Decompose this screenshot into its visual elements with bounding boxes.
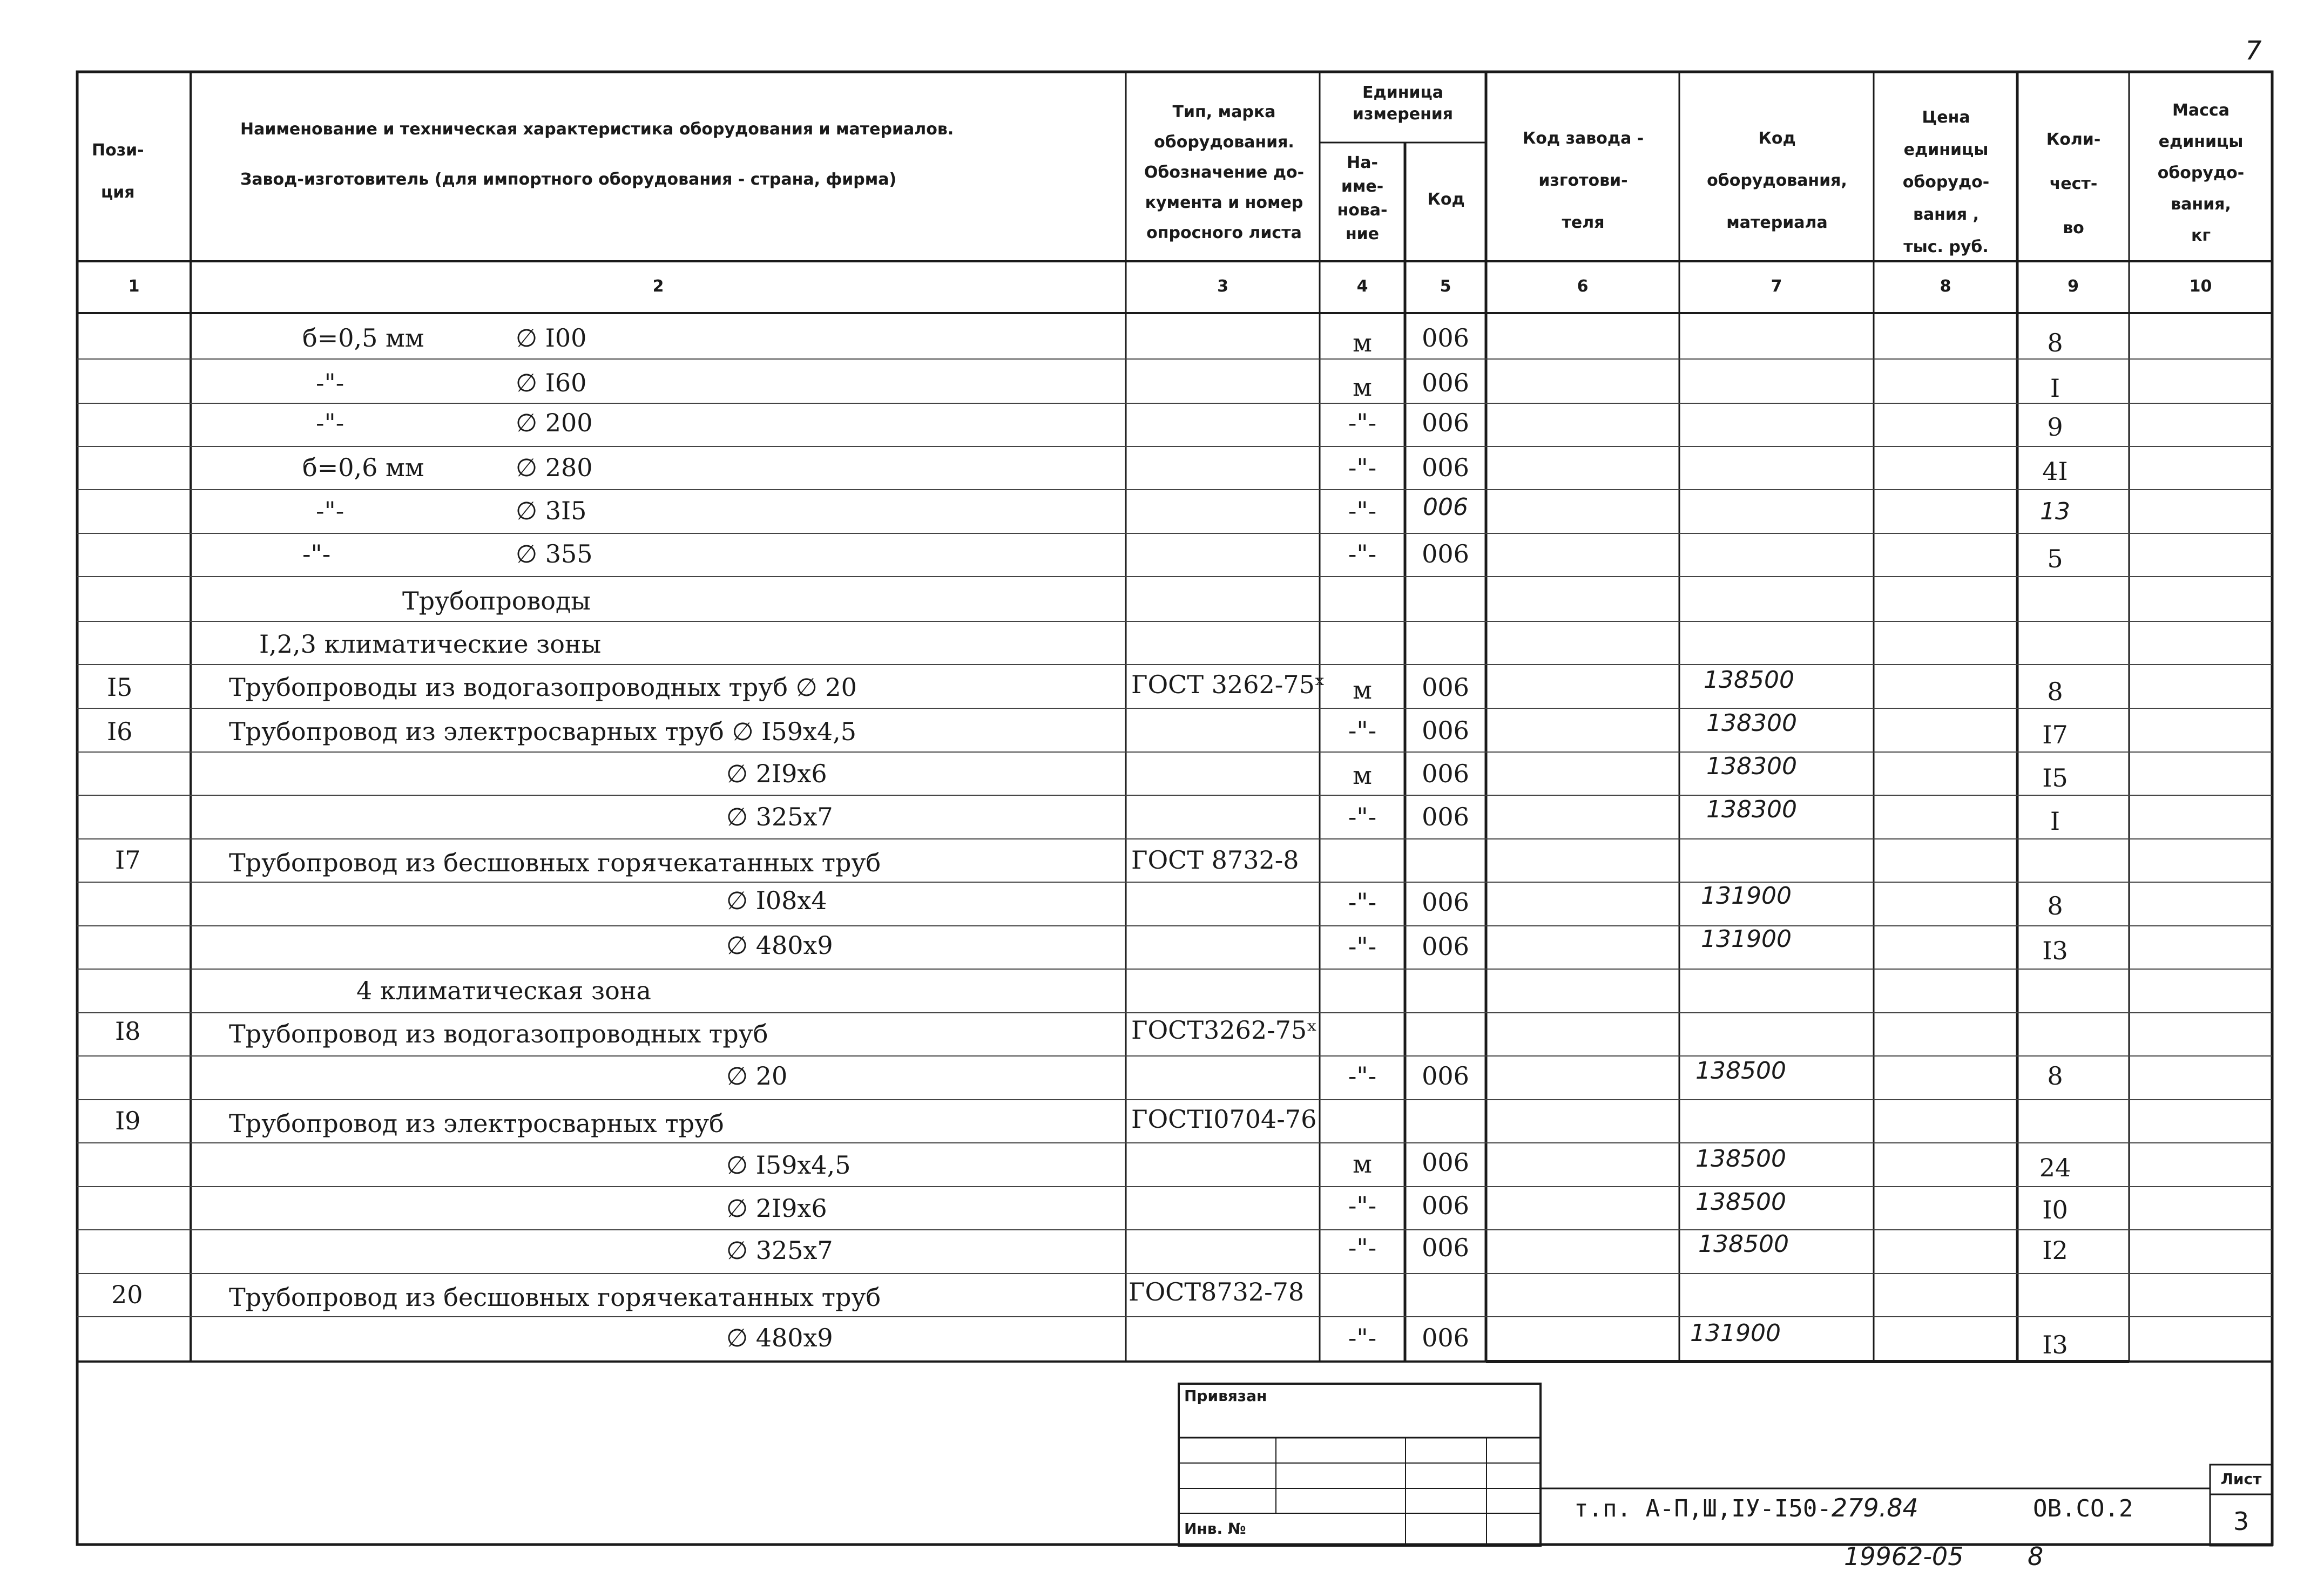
archive-sheet: 8 [2028, 1542, 2044, 1571]
stamp-sheet-number: 3 [2233, 1507, 2249, 1536]
row-dim: ∅ 325x7 [726, 1236, 833, 1265]
row-pos: I5 [107, 673, 133, 702]
row-qty: 8 [2047, 1061, 2063, 1091]
row-qty: 8 [2047, 677, 2063, 706]
row-unit: -"- [1348, 496, 1377, 525]
row-dim: ∅ 3I5 [516, 496, 587, 525]
colnum-5: 5 [1440, 277, 1451, 296]
row-unit: м [1353, 675, 1372, 705]
row-name: б=0,5 мм [302, 323, 424, 353]
row-pos: I8 [115, 1017, 141, 1046]
row-qty: 5 [2047, 544, 2063, 573]
colnum-8: 8 [1940, 277, 1951, 296]
row-unit: м [1353, 373, 1372, 402]
row-doc: ГОСТ3262-75ˣ [1131, 1015, 1318, 1045]
row-unit: -"- [1348, 1061, 1377, 1091]
header-mass: Масса единицы оборудо- вания, кг [2157, 101, 2245, 245]
row-name: -"- [316, 408, 344, 437]
row-code: 006 [1422, 673, 1469, 702]
row-unit: м [1353, 761, 1372, 790]
row-qty: 13 [2040, 498, 2070, 525]
row-unit: -"- [1348, 932, 1377, 961]
section-subtitle: 4 климатическая зона [356, 976, 651, 1005]
row-dim: ∅ 200 [516, 408, 593, 437]
row-dim: ∅ I60 [516, 368, 587, 397]
row-material: 138300 [1706, 753, 1797, 780]
row-code: 006 [1422, 1061, 1469, 1091]
row-pos: I9 [115, 1106, 141, 1135]
header-material-code: Код оборудования, материала [1707, 129, 1847, 232]
row-pos: I6 [107, 717, 133, 746]
row-name: -"- [302, 539, 331, 568]
row-unit: -"- [1348, 1233, 1377, 1262]
colnum-4: 4 [1356, 277, 1368, 296]
row-code: 006 [1422, 1148, 1469, 1177]
row-material: 138300 [1706, 709, 1797, 737]
section-subtitle: I,2,3 климатические зоны [259, 629, 602, 659]
header-quantity: Коли- чест- во [2046, 130, 2101, 238]
row-code: 006 [1422, 888, 1469, 917]
row-dim: ∅ 480x9 [726, 931, 833, 960]
row-code: 006 [1423, 493, 1468, 521]
row-unit: м [1353, 328, 1372, 357]
row-code: 006 [1422, 368, 1469, 397]
row-qty: 4I [2042, 457, 2068, 486]
section-title: Трубопроводы [402, 586, 591, 615]
header-price: Цена единицы оборудо- вания , тыс. руб. [1902, 108, 1990, 256]
archive-number: 19962-05 [1844, 1542, 1964, 1571]
colnum-6: 6 [1577, 277, 1589, 296]
row-unit: -"- [1348, 716, 1377, 745]
row-qty: 9 [2047, 412, 2063, 442]
row-code: 006 [1422, 408, 1469, 437]
row-unit: м [1353, 1149, 1372, 1179]
row-dim: ∅ I59x4,5 [726, 1150, 851, 1180]
row-dim: ∅ 280 [516, 453, 593, 482]
row-material: 131900 [1701, 882, 1792, 910]
row-name: Трубопровод из бесшовных горячекатанных труб [229, 1283, 881, 1312]
page-number: 7 [2245, 36, 2262, 66]
row-unit: -"- [1348, 888, 1377, 917]
header-unit-name: На- име- нова- ние [1337, 153, 1388, 243]
row-qty: I [2050, 374, 2060, 403]
header-name-line2: Завод-изготовитель (для импортного оборудования - страна, фирма) [240, 170, 897, 189]
row-dim: ∅ I08x4 [726, 886, 827, 915]
row-dim: ∅ 20 [726, 1061, 788, 1091]
row-material: 131900 [1701, 925, 1792, 953]
row-doc: ГОСТ 8732-8 [1131, 845, 1299, 875]
row-code: 006 [1422, 323, 1469, 353]
header-unit-code: Код [1427, 190, 1465, 209]
stamp-sheet-label: Лист [2220, 1470, 2262, 1488]
row-pos: 20 [111, 1280, 143, 1309]
row-material: 131900 [1690, 1319, 1781, 1347]
row-unit: -"- [1348, 1191, 1377, 1220]
row-qty: 8 [2047, 891, 2063, 920]
row-material: 138500 [1695, 1145, 1786, 1173]
header-unit-group: Единица измерения [1352, 83, 1454, 124]
header-plant-code: Код завода - изготови- теля [1522, 129, 1644, 232]
row-dim: ∅ I00 [516, 323, 587, 353]
row-qty: I5 [2042, 763, 2068, 793]
row-unit: -"- [1348, 453, 1377, 482]
row-code: 006 [1422, 932, 1469, 961]
row-qty: I [2050, 807, 2060, 836]
row-qty: I3 [2042, 936, 2068, 965]
stamp-inv-label: Инв. № [1184, 1520, 1246, 1538]
row-unit: -"- [1348, 1323, 1377, 1352]
row-material: 138500 [1704, 666, 1794, 694]
colnum-9: 9 [2068, 277, 2079, 296]
row-name: б=0,6 мм [302, 453, 424, 482]
row-code: 006 [1422, 1323, 1469, 1352]
row-unit: -"- [1348, 408, 1377, 437]
row-doc: ГОСТ8732-78 [1129, 1277, 1305, 1306]
row-code: 006 [1422, 539, 1469, 568]
row-dim: ∅ 325x7 [726, 802, 833, 831]
row-code: 006 [1422, 453, 1469, 482]
stamp-bound-label: Привязан [1184, 1387, 1267, 1405]
colnum-2: 2 [652, 277, 664, 296]
colnum-1: 1 [128, 277, 140, 296]
row-material: 138300 [1706, 796, 1797, 823]
row-qty: I7 [2042, 720, 2068, 749]
row-material: 138500 [1695, 1057, 1786, 1085]
row-code: 006 [1422, 759, 1469, 788]
row-name: -"- [316, 368, 344, 397]
row-name: Трубопровод из бесшовных горячекатанных труб [229, 848, 881, 877]
row-dim: ∅ 355 [516, 539, 593, 568]
row-code: 006 [1422, 1233, 1469, 1262]
stamp-designation: т.п. А-П,Ш,IУ-I50-279.84 [1574, 1493, 1918, 1522]
colnum-3: 3 [1217, 277, 1228, 296]
row-qty: I2 [2042, 1236, 2068, 1265]
row-code: 006 [1422, 716, 1469, 745]
row-name: -"- [316, 496, 344, 525]
row-qty: I0 [2042, 1195, 2068, 1224]
row-doc: ГОСТ 3262-75ˣ [1131, 670, 1326, 699]
row-name: Трубопровод из водогазопроводных труб [229, 1019, 768, 1048]
colnum-7: 7 [1771, 277, 1782, 296]
row-dim: ∅ 480x9 [726, 1323, 833, 1352]
row-qty: I3 [2042, 1330, 2068, 1359]
header-doc: Тип, марка оборудования. Обозначение до- кумента и номер опросного листа [1144, 103, 1305, 242]
row-pos: I7 [115, 845, 141, 875]
row-material: 138500 [1698, 1230, 1789, 1258]
row-name: Трубопроводы из водогазопроводных труб ∅ 20 [229, 673, 857, 702]
row-doc: ГОСТI0704-76 [1131, 1105, 1317, 1134]
row-dim: ∅ 2I9x6 [726, 1194, 827, 1223]
colnum-10: 10 [2189, 277, 2212, 296]
row-name: Трубопровод из электросварных труб ∅ I59x4,5 [229, 717, 856, 746]
row-code: 006 [1422, 802, 1469, 831]
stamp-doc-code: ОВ.СО.2 [2033, 1495, 2133, 1522]
row-dim: ∅ 2I9x6 [726, 759, 827, 788]
header-name-line1: Наименование и техническая характеристика оборудования и материалов. [240, 120, 954, 139]
row-unit: -"- [1348, 802, 1377, 831]
row-material: 138500 [1695, 1188, 1786, 1216]
row-name: Трубопровод из электросварных труб [229, 1109, 724, 1138]
header-position: Пози- ция [92, 141, 144, 202]
row-qty: 24 [2039, 1153, 2071, 1182]
row-code: 006 [1422, 1191, 1469, 1220]
row-unit: -"- [1348, 539, 1377, 568]
row-qty: 8 [2047, 328, 2063, 357]
